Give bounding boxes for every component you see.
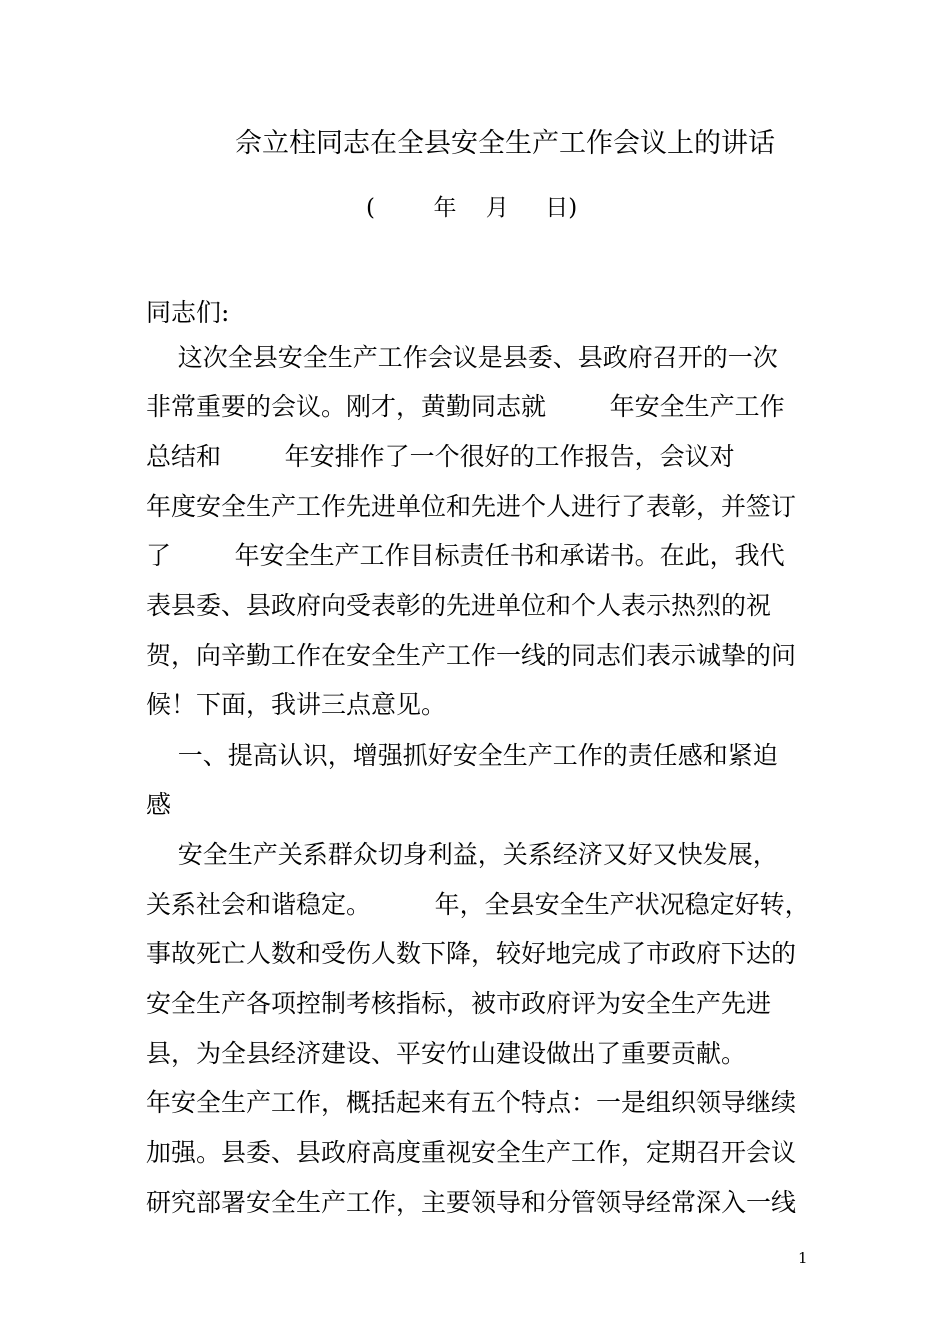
paragraph-line: 非常重要的会议。刚才，黄勤同志就 年安全生产工作 <box>146 392 785 421</box>
paragraph-line: 县，为全县经济建设、平安竹山建设做出了重要贡献。 <box>146 1039 747 1068</box>
section-heading: 一、提高认识，增强抓好安全生产工作的责任感和紧迫 <box>146 741 778 770</box>
paragraph-line: 安全生产关系群众切身利益，关系经济又好又快发展， <box>146 840 778 869</box>
date-line: ( 年 月 日) <box>366 195 578 221</box>
paragraph-line: 表县委、县政府向受表彰的先进单位和个人表示热烈的祝 <box>146 591 772 620</box>
salutation: 同志们: <box>146 298 230 327</box>
paragraph-line: 年度安全生产工作先进单位和先进个人进行了表彰，并签订 <box>146 492 797 521</box>
paragraph-line: 事故死亡人数和受伤人数下降，较好地完成了市政府下达的 <box>146 939 797 968</box>
paragraph-line: 年安全生产工作，概括起来有五个特点：一是组织领导继续 <box>146 1088 797 1117</box>
paragraph-line: 这次全县安全生产工作会议是县委、县政府召开的一次 <box>146 343 778 372</box>
paragraph-line: 关系社会和谐稳定。 年，全县安全生产状况稳定好转， <box>146 890 810 919</box>
document-title: 佘立柱同志在全县安全生产工作会议上的讲话 <box>235 128 775 159</box>
paragraph-line: 研究部署安全生产工作，主要领导和分管领导经常深入一线 <box>146 1188 797 1217</box>
paragraph-line: 贺，向辛勤工作在安全生产工作一线的同志们表示诚挚的问 <box>146 641 797 670</box>
paragraph-line: 候！下面，我讲三点意见。 <box>146 690 447 719</box>
paragraph-line: 安全生产各项控制考核指标，被市政府评为安全生产先进 <box>146 989 772 1018</box>
paragraph-line: 了 年安全生产工作目标责任书和承诺书。在此，我代 <box>146 541 785 570</box>
paragraph-line: 总结和 年安排作了一个很好的工作报告，会议对 <box>146 442 735 471</box>
section-heading: 感 <box>146 790 172 819</box>
page-number: 1 <box>798 1249 808 1267</box>
paragraph-line: 加强。县委、县政府高度重视安全生产工作，定期召开会议 <box>146 1138 797 1167</box>
